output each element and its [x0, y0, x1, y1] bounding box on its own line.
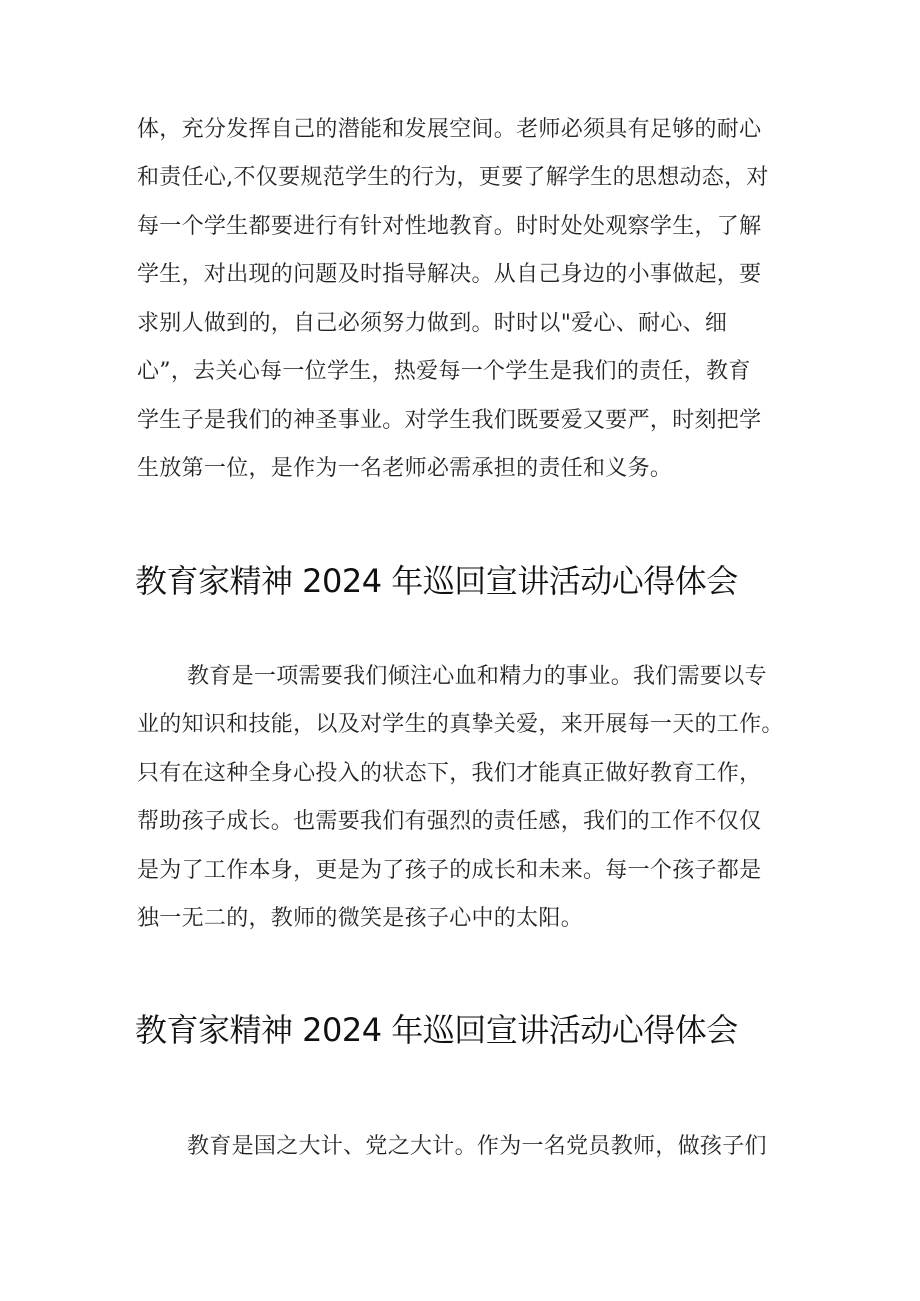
section-heading: 教育家精神 2024 年巡回宣讲活动心得体会 [135, 1011, 738, 1049]
paragraph-line: 只有在这种全身心投入的状态下，我们才能真正做好教育工作， [137, 761, 762, 786]
paragraph-line: 体，充分发挥自己的潜能和发展空间。老师必须具有足够的耐心 [137, 117, 762, 142]
paragraph-line: 每一个学生都要进行有针对性地教育。时时处处观察学生，了解 [137, 214, 762, 239]
paragraph-line: 独一无二的，教师的微笑是孩子心中的太阳。 [137, 906, 584, 931]
paragraph-line: 业的知识和技能，以及对学生的真挚关爱，来开展每一天的工作。 [137, 712, 784, 737]
paragraph-line: 帮助孩子成长。也需要我们有强烈的责任感，我们的工作不仅仅 [137, 809, 762, 834]
paragraph-line: 生放第一位，是作为一名老师必需承担的责任和义务。 [137, 456, 673, 481]
paragraph-line: 教育是一项需要我们倾注心血和精力的事业。我们需要以专 [187, 664, 767, 689]
paragraph-line: 教育是国之大计、党之大计。作为一名党员教师，做孩子们 [187, 1134, 767, 1159]
section-heading: 教育家精神 2024 年巡回宣讲活动心得体会 [135, 562, 738, 600]
paragraph-line: 和责任心,不仅要规范学生的行为，更要了解学生的思想动态，对 [137, 165, 769, 190]
paragraph-line: 是为了工作本身，更是为了孩子的成长和未来。每一个孩子都是 [137, 858, 762, 883]
paragraph-line: 学生子是我们的神圣事业。对学生我们既要爱又要严，时刻把学 [137, 408, 762, 433]
paragraph-line: 求别人做到的，自己必须努力做到。时时以"爱心、耐心、细 [137, 311, 728, 336]
paragraph-line: 心”，去关心每一位学生，热爱每一个学生是我们的责任，教育 [137, 359, 751, 384]
paragraph-line: 学生，对出现的问题及时指导解决。从自己身边的小事做起，要 [137, 262, 762, 287]
